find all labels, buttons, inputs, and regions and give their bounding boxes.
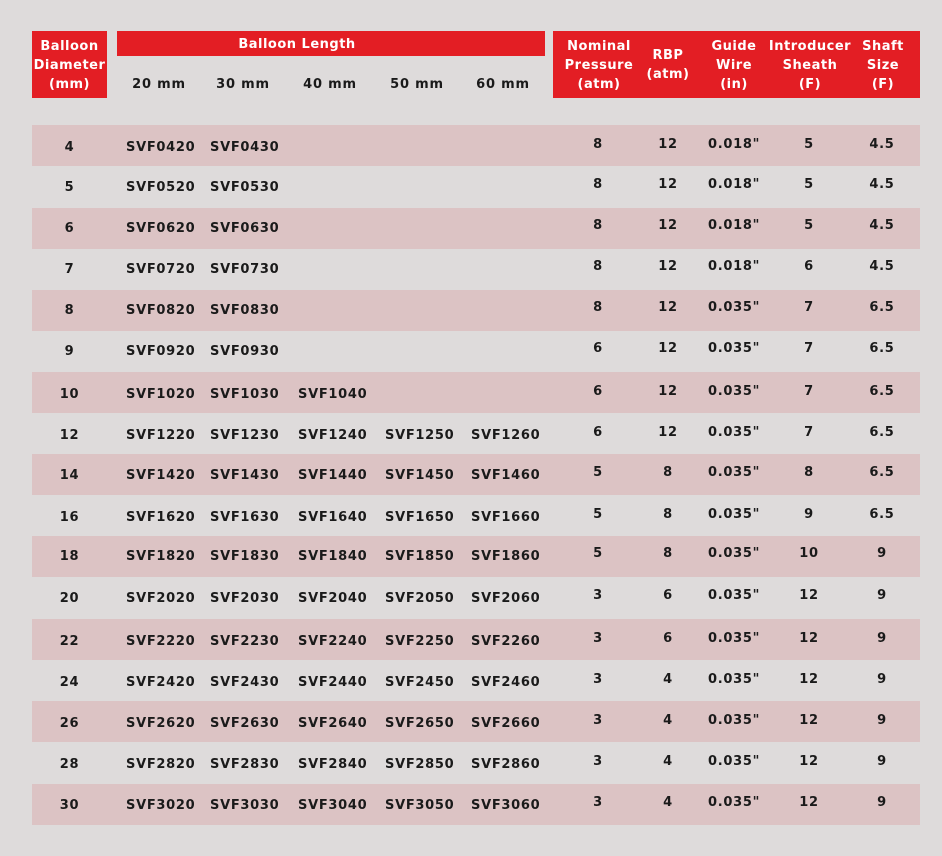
diameter-cell: 20	[59, 591, 80, 606]
product-code-cell: SVF1850	[385, 549, 455, 564]
product-code-cell: SVF0830	[210, 303, 280, 318]
nominal-cell: 8	[593, 137, 603, 152]
balloon-length-header-label: Balloon Length	[238, 37, 356, 52]
nominal-cell: 6	[593, 384, 603, 399]
table-row	[32, 701, 920, 742]
sheath-cell: 10	[799, 546, 819, 561]
product-code-cell: SVF3040	[298, 798, 368, 813]
diameter-cell: 30	[59, 798, 80, 813]
diameter-cell: 4	[64, 140, 75, 155]
wire-cell: 0.018"	[707, 137, 761, 152]
nominal-cell: 5	[593, 465, 603, 480]
shaft-cell: 4.5	[869, 259, 895, 274]
wire-cell: 0.018"	[707, 177, 761, 192]
sheath-cell: 7	[804, 384, 814, 399]
table-row	[32, 208, 920, 249]
nominal-cell: 6	[593, 341, 603, 356]
product-code-cell: SVF1430	[210, 468, 280, 483]
shaft-cell: 9	[877, 631, 887, 646]
nominal-cell: 8	[593, 259, 603, 274]
nominal-cell: 8	[593, 300, 603, 315]
product-code-cell: SVF2260	[471, 634, 541, 649]
product-code-cell: SVF0730	[210, 262, 280, 277]
product-code-cell: SVF0620	[126, 221, 196, 236]
sheath-cell: 7	[804, 300, 814, 315]
product-code-cell: SVF1620	[126, 510, 196, 525]
table-row	[32, 331, 920, 372]
rbp-cell: 4	[663, 795, 673, 810]
table-row	[32, 660, 920, 701]
nominal-cell: 6	[593, 425, 603, 440]
nominal-cell: 3	[593, 588, 603, 603]
product-code-cell: SVF0430	[210, 140, 280, 155]
product-code-cell: SVF1020	[126, 387, 196, 402]
shaft-cell: 6.5	[869, 465, 895, 480]
nominal-cell: 3	[593, 672, 603, 687]
diameter-cell: 16	[59, 510, 80, 525]
rbp-cell: 8	[663, 465, 673, 480]
rbp-cell: 8	[663, 507, 673, 522]
diameter-header-label: Balloon Diameter (mm)	[33, 39, 106, 92]
shaft-size-header: Shaft Size (F)	[862, 39, 904, 92]
product-code-cell: SVF2860	[471, 757, 541, 772]
sheath-cell: 12	[799, 754, 819, 769]
diameter-cell: 9	[64, 344, 75, 359]
nominal-pressure-header: Nominal Pressure (atm)	[564, 39, 634, 92]
table-row	[32, 743, 920, 784]
wire-cell: 0.018"	[707, 218, 761, 233]
product-code-cell: SVF1640	[298, 510, 368, 525]
product-code-cell: SVF3020	[126, 798, 196, 813]
product-code-cell: SVF1220	[126, 428, 196, 443]
sheath-cell: 12	[799, 672, 819, 687]
rbp-cell: 8	[663, 546, 673, 561]
sheath-cell: 5	[804, 137, 814, 152]
rbp-cell: 12	[658, 218, 678, 233]
table-row	[32, 454, 920, 495]
product-code-cell: SVF2220	[126, 634, 196, 649]
nominal-cell: 8	[593, 218, 603, 233]
product-code-cell: SVF0720	[126, 262, 196, 277]
product-code-cell: SVF2250	[385, 634, 455, 649]
length-col-header: 60 mm	[476, 77, 530, 92]
nominal-cell: 5	[593, 507, 603, 522]
length-col-header: 20 mm	[132, 77, 186, 92]
product-code-cell: SVF2050	[385, 591, 455, 606]
table-row	[32, 125, 920, 166]
rbp-cell: 12	[658, 177, 678, 192]
wire-cell: 0.035"	[707, 631, 761, 646]
product-code-cell: SVF2840	[298, 757, 368, 772]
product-code-cell: SVF2820	[126, 757, 196, 772]
sheath-cell: 9	[804, 507, 814, 522]
guide-wire-header: Guide Wire (in)	[711, 39, 757, 92]
rbp-cell: 6	[663, 631, 673, 646]
wire-cell: 0.035"	[707, 384, 761, 399]
product-code-cell: SVF1840	[298, 549, 368, 564]
product-code-cell: SVF3050	[385, 798, 455, 813]
wire-cell: 0.035"	[707, 300, 761, 315]
sheath-cell: 7	[804, 425, 814, 440]
wire-cell: 0.018"	[707, 259, 761, 274]
diameter-cell: 6	[64, 221, 75, 236]
product-code-cell: SVF2440	[298, 675, 368, 690]
diameter-cell: 12	[59, 428, 80, 443]
shaft-cell: 9	[877, 588, 887, 603]
product-code-cell: SVF1250	[385, 428, 455, 443]
product-code-cell: SVF0420	[126, 140, 196, 155]
product-code-cell: SVF1040	[298, 387, 368, 402]
length-col-header: 40 mm	[303, 77, 357, 92]
product-code-cell: SVF1420	[126, 468, 196, 483]
shaft-cell: 9	[877, 546, 887, 561]
shaft-cell: 4.5	[869, 218, 895, 233]
nominal-cell: 5	[593, 546, 603, 561]
product-code-cell: SVF1440	[298, 468, 368, 483]
rbp-cell: 12	[658, 137, 678, 152]
product-code-cell: SVF0530	[210, 180, 280, 195]
shaft-cell: 6.5	[869, 300, 895, 315]
product-code-cell: SVF2060	[471, 591, 541, 606]
diameter-cell: 14	[59, 468, 80, 483]
product-code-cell: SVF1860	[471, 549, 541, 564]
product-code-cell: SVF1230	[210, 428, 280, 443]
diameter-cell: 24	[59, 675, 80, 690]
shaft-cell: 9	[877, 754, 887, 769]
product-code-cell: SVF2420	[126, 675, 196, 690]
product-code-cell: SVF1260	[471, 428, 541, 443]
sheath-cell: 5	[804, 218, 814, 233]
product-code-cell: SVF1820	[126, 549, 196, 564]
sheath-cell: 12	[799, 795, 819, 810]
shaft-cell: 9	[877, 713, 887, 728]
diameter-cell: 28	[59, 757, 80, 772]
product-code-cell: SVF2830	[210, 757, 280, 772]
sheath-cell: 7	[804, 341, 814, 356]
shaft-cell: 6.5	[869, 507, 895, 522]
table-row	[32, 536, 920, 577]
table-row	[32, 290, 920, 331]
nominal-cell: 3	[593, 795, 603, 810]
length-col-header: 30 mm	[216, 77, 270, 92]
table-row	[32, 578, 920, 619]
shaft-cell: 6.5	[869, 341, 895, 356]
wire-cell: 0.035"	[707, 672, 761, 687]
nominal-cell: 3	[593, 713, 603, 728]
wire-cell: 0.035"	[707, 507, 761, 522]
product-code-cell: SVF2850	[385, 757, 455, 772]
table-row	[32, 495, 920, 536]
diameter-cell: 22	[59, 634, 80, 649]
table-row	[32, 619, 920, 660]
rbp-cell: 12	[658, 384, 678, 399]
wire-cell: 0.035"	[707, 425, 761, 440]
product-code-cell: SVF1450	[385, 468, 455, 483]
nominal-cell: 3	[593, 754, 603, 769]
rbp-cell: 12	[658, 425, 678, 440]
diameter-cell: 8	[64, 303, 75, 318]
introducer-sheath-header: Introducer Sheath (F)	[768, 39, 852, 92]
table-row	[32, 413, 920, 454]
diameter-cell: 7	[64, 262, 75, 277]
rbp-cell: 12	[658, 341, 678, 356]
table-row	[32, 167, 920, 208]
nominal-cell: 8	[593, 177, 603, 192]
wire-cell: 0.035"	[707, 465, 761, 480]
product-code-cell: SVF0520	[126, 180, 196, 195]
product-code-cell: SVF2650	[385, 716, 455, 731]
product-code-cell: SVF1240	[298, 428, 368, 443]
diameter-cell: 10	[59, 387, 80, 402]
diameter-cell: 26	[59, 716, 80, 731]
sheath-cell: 8	[804, 465, 814, 480]
product-code-cell: SVF2640	[298, 716, 368, 731]
product-code-cell: SVF2460	[471, 675, 541, 690]
shaft-cell: 9	[877, 672, 887, 687]
product-code-cell: SVF1460	[471, 468, 541, 483]
wire-cell: 0.035"	[707, 588, 761, 603]
wire-cell: 0.035"	[707, 754, 761, 769]
product-code-cell: SVF2620	[126, 716, 196, 731]
shaft-cell: 4.5	[869, 137, 895, 152]
product-code-cell: SVF2020	[126, 591, 196, 606]
product-code-cell: SVF3060	[471, 798, 541, 813]
table-row	[32, 249, 920, 290]
sheath-cell: 12	[799, 631, 819, 646]
product-code-cell: SVF2430	[210, 675, 280, 690]
wire-cell: 0.035"	[707, 546, 761, 561]
product-code-cell: SVF2240	[298, 634, 368, 649]
rbp-cell: 12	[658, 300, 678, 315]
table-row	[32, 784, 920, 825]
shaft-cell: 6.5	[869, 425, 895, 440]
product-code-cell: SVF2450	[385, 675, 455, 690]
product-code-cell: SVF2660	[471, 716, 541, 731]
wire-cell: 0.035"	[707, 795, 761, 810]
table-row	[32, 372, 920, 413]
product-code-cell: SVF2230	[210, 634, 280, 649]
shaft-cell: 6.5	[869, 384, 895, 399]
nominal-cell: 3	[593, 631, 603, 646]
product-code-cell: SVF2630	[210, 716, 280, 731]
rbp-cell: 4	[663, 713, 673, 728]
product-code-cell: SVF1030	[210, 387, 280, 402]
rbp-cell: 6	[663, 588, 673, 603]
rbp-cell: 4	[663, 672, 673, 687]
rbp-header: RBP (atm)	[646, 48, 690, 82]
shaft-cell: 4.5	[869, 177, 895, 192]
sheath-cell: 6	[804, 259, 814, 274]
product-code-cell: SVF0630	[210, 221, 280, 236]
wire-cell: 0.035"	[707, 341, 761, 356]
sheath-cell: 5	[804, 177, 814, 192]
sheath-cell: 12	[799, 713, 819, 728]
length-col-header: 50 mm	[390, 77, 444, 92]
rbp-cell: 4	[663, 754, 673, 769]
product-code-cell: SVF2030	[210, 591, 280, 606]
product-code-cell: SVF1650	[385, 510, 455, 525]
product-code-cell: SVF0820	[126, 303, 196, 318]
product-code-cell: SVF0930	[210, 344, 280, 359]
shaft-cell: 9	[877, 795, 887, 810]
product-code-cell: SVF1830	[210, 549, 280, 564]
product-code-cell: SVF1660	[471, 510, 541, 525]
product-code-cell: SVF2040	[298, 591, 368, 606]
diameter-cell: 5	[64, 180, 75, 195]
product-code-cell: SVF0920	[126, 344, 196, 359]
wire-cell: 0.035"	[707, 713, 761, 728]
product-code-cell: SVF3030	[210, 798, 280, 813]
diameter-cell: 18	[59, 549, 80, 564]
rbp-cell: 12	[658, 259, 678, 274]
product-code-cell: SVF1630	[210, 510, 280, 525]
sheath-cell: 12	[799, 588, 819, 603]
